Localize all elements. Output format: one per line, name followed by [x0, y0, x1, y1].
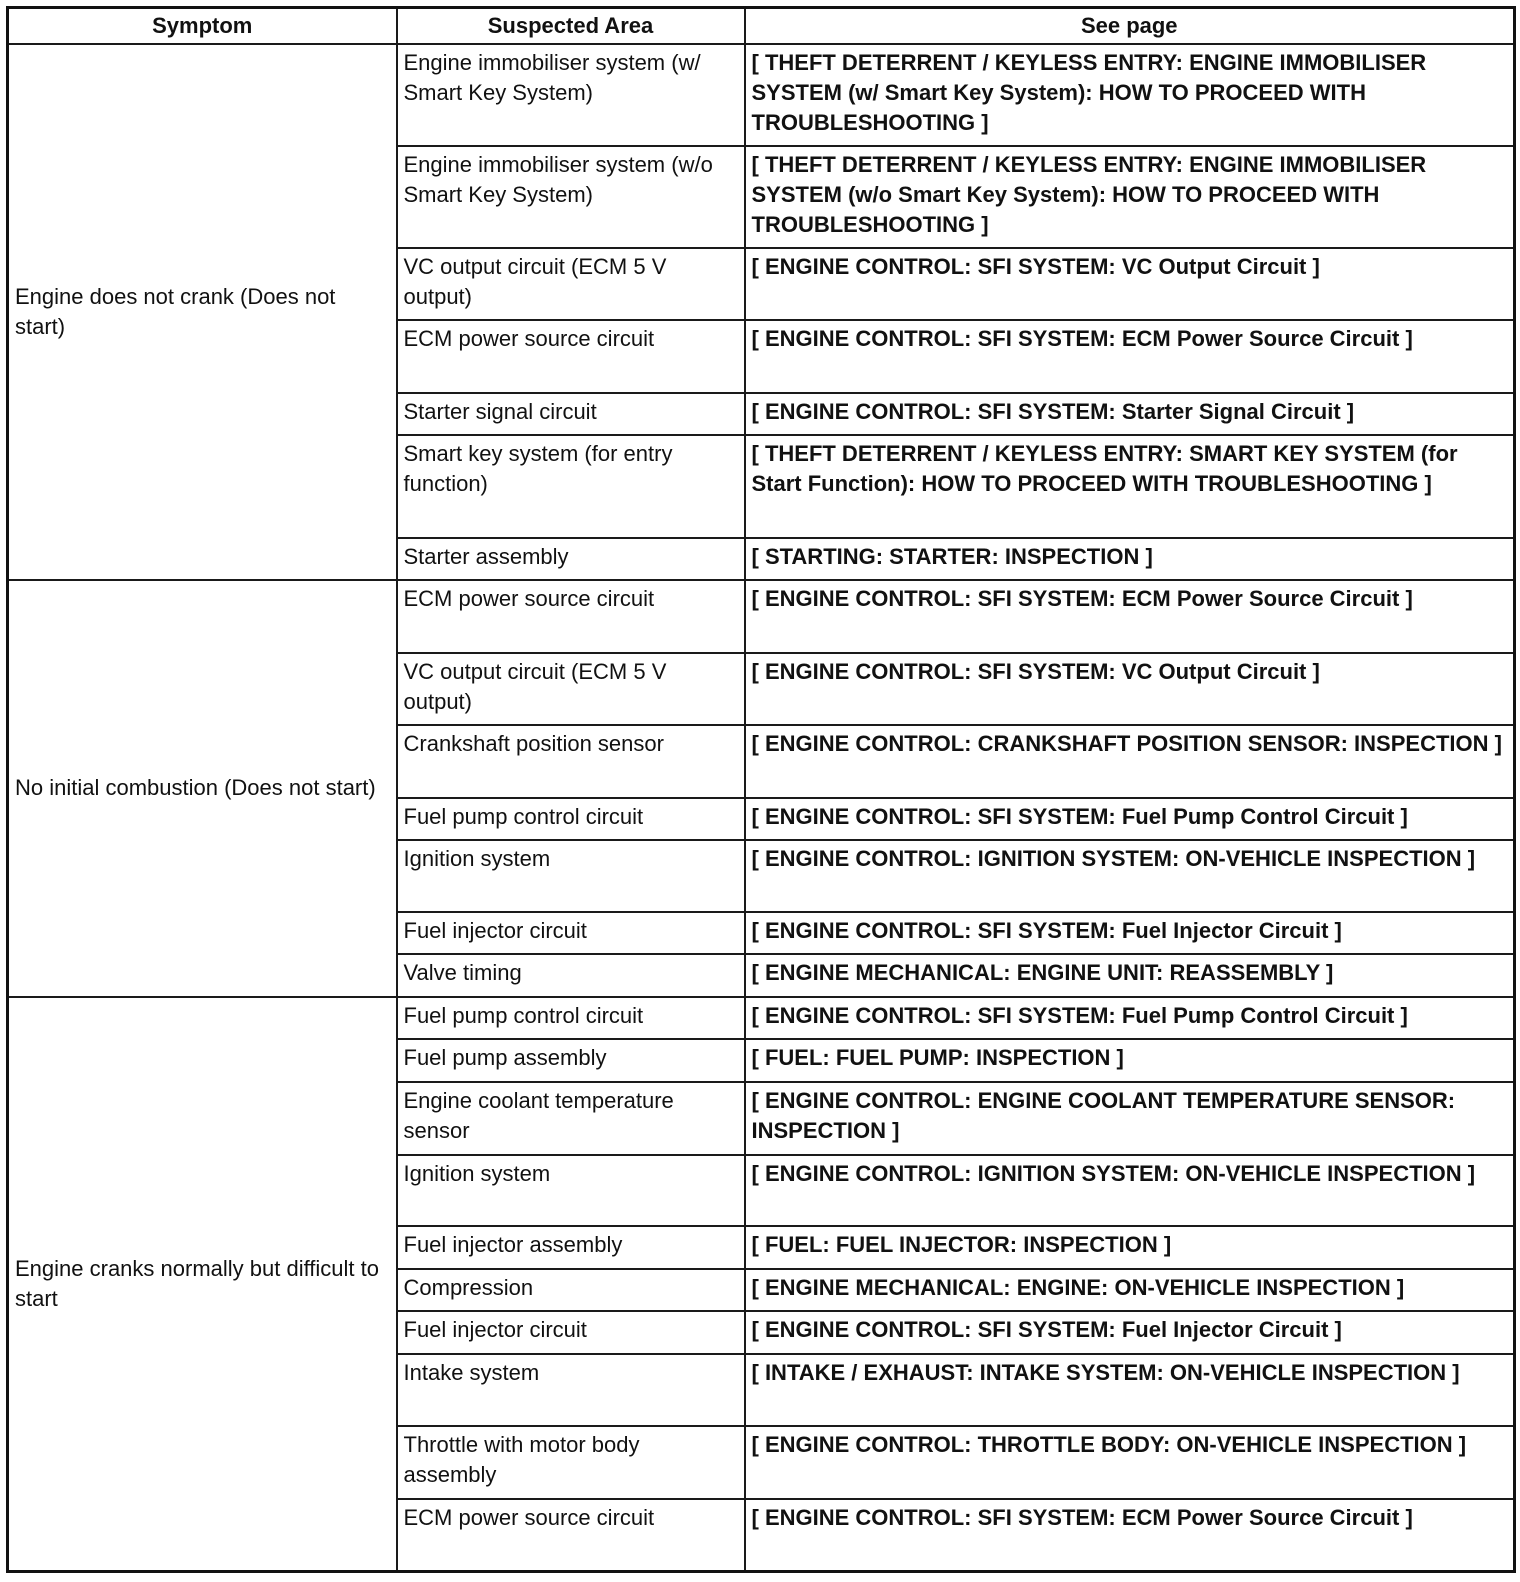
see-page-link[interactable]: [ THEFT DETERRENT / KEYLESS ENTRY: SMART KEY SYSTEM (for Start Function): HOW TO PROCEED WITH TROUBLESHOOTING ]	[745, 435, 1515, 537]
see-page-link[interactable]: [ ENGINE CONTROL: SFI SYSTEM: Fuel Pump Control Circuit ]	[745, 997, 1515, 1039]
suspected-area-cell: Smart key system (for entry function)	[397, 435, 745, 537]
see-page-link[interactable]: [ ENGINE CONTROL: SFI SYSTEM: Fuel Pump Control Circuit ]	[745, 798, 1515, 840]
see-page-link[interactable]: [ INTAKE / EXHAUST: INTAKE SYSTEM: ON-VEHICLE INSPECTION ]	[745, 1354, 1515, 1426]
see-page-link[interactable]: [ ENGINE CONTROL: SFI SYSTEM: Fuel Injector Circuit ]	[745, 912, 1515, 954]
see-page-link[interactable]: [ ENGINE CONTROL: SFI SYSTEM: ECM Power Source Circuit ]	[745, 1499, 1515, 1572]
see-page-link[interactable]: [ ENGINE CONTROL: SFI SYSTEM: ECM Power Source Circuit ]	[745, 320, 1515, 393]
suspected-area-cell: Engine coolant temperature sensor	[397, 1082, 745, 1155]
troubleshooting-table	[6, 6, 1516, 1573]
table-row	[8, 997, 1515, 1039]
suspected-area-cell: VC output circuit (ECM 5 V output)	[397, 248, 745, 320]
suspected-area-cell: Starter signal circuit	[397, 393, 745, 435]
suspected-area-cell: Throttle with motor body assembly	[397, 1426, 745, 1499]
see-page-link[interactable]: [ ENGINE MECHANICAL: ENGINE: ON-VEHICLE INSPECTION ]	[745, 1269, 1515, 1311]
see-page-link[interactable]: [ FUEL: FUEL INJECTOR: INSPECTION ]	[745, 1226, 1515, 1268]
symptom-cell: Engine cranks normally but difficult to start	[8, 997, 397, 1572]
see-page-link[interactable]: [ ENGINE MECHANICAL: ENGINE UNIT: REASSEMBLY ]	[745, 954, 1515, 996]
suspected-area-cell: ECM power source circuit	[397, 1499, 745, 1572]
suspected-area-cell: Ignition system	[397, 840, 745, 912]
see-page-link[interactable]: [ THEFT DETERRENT / KEYLESS ENTRY: ENGINE IMMOBILISER SYSTEM (w/o Smart Key System): HOW TO PROCEED WITH TROUBLESHOOTING ]	[745, 146, 1515, 248]
table-row	[8, 44, 1515, 146]
suspected-area-cell: Compression	[397, 1269, 745, 1311]
suspected-area-cell: Starter assembly	[397, 538, 745, 580]
suspected-area-cell: Fuel injector assembly	[397, 1226, 745, 1268]
see-page-link[interactable]: [ ENGINE CONTROL: ENGINE COOLANT TEMPERATURE SENSOR: INSPECTION ]	[745, 1082, 1515, 1155]
suspected-area-cell: Crankshaft position sensor	[397, 725, 745, 798]
header-see-page: See page	[745, 8, 1515, 45]
suspected-area-cell: Fuel pump assembly	[397, 1039, 745, 1081]
suspected-area-cell: Engine immobiliser system (w/o Smart Key System)	[397, 146, 745, 248]
suspected-area-cell: ECM power source circuit	[397, 320, 745, 393]
symptom-cell: Engine does not crank (Does not start)	[8, 44, 397, 580]
suspected-area-cell: Ignition system	[397, 1155, 745, 1227]
suspected-area-cell: VC output circuit (ECM 5 V output)	[397, 653, 745, 725]
symptom-cell: No initial combustion (Does not start)	[8, 580, 397, 997]
see-page-link[interactable]: [ ENGINE CONTROL: IGNITION SYSTEM: ON-VEHICLE INSPECTION ]	[745, 1155, 1515, 1227]
suspected-area-cell: Valve timing	[397, 954, 745, 996]
see-page-link[interactable]: [ ENGINE CONTROL: SFI SYSTEM: Fuel Injector Circuit ]	[745, 1311, 1515, 1353]
table-row	[8, 580, 1515, 653]
suspected-area-cell: Fuel injector circuit	[397, 1311, 745, 1353]
see-page-link[interactable]: [ ENGINE CONTROL: SFI SYSTEM: Starter Signal Circuit ]	[745, 393, 1515, 435]
header-suspected-area: Suspected Area	[397, 8, 745, 45]
suspected-area-cell: ECM power source circuit	[397, 580, 745, 653]
suspected-area-cell: Engine immobiliser system (w/ Smart Key System)	[397, 44, 745, 146]
see-page-link[interactable]: [ ENGINE CONTROL: THROTTLE BODY: ON-VEHICLE INSPECTION ]	[745, 1426, 1515, 1499]
see-page-link[interactable]: [ FUEL: FUEL PUMP: INSPECTION ]	[745, 1039, 1515, 1081]
suspected-area-cell: Fuel pump control circuit	[397, 798, 745, 840]
see-page-link[interactable]: [ STARTING: STARTER: INSPECTION ]	[745, 538, 1515, 580]
suspected-area-cell: Intake system	[397, 1354, 745, 1426]
see-page-link[interactable]: [ ENGINE CONTROL: CRANKSHAFT POSITION SENSOR: INSPECTION ]	[745, 725, 1515, 798]
header-row	[8, 8, 1515, 45]
suspected-area-cell: Fuel injector circuit	[397, 912, 745, 954]
see-page-link[interactable]: [ ENGINE CONTROL: SFI SYSTEM: ECM Power Source Circuit ]	[745, 580, 1515, 653]
see-page-link[interactable]: [ ENGINE CONTROL: IGNITION SYSTEM: ON-VEHICLE INSPECTION ]	[745, 840, 1515, 912]
header-symptom: Symptom	[8, 8, 397, 45]
see-page-link[interactable]: [ THEFT DETERRENT / KEYLESS ENTRY: ENGINE IMMOBILISER SYSTEM (w/ Smart Key System): HOW TO PROCEED WITH TROUBLESHOOTING ]	[745, 44, 1515, 146]
suspected-area-cell: Fuel pump control circuit	[397, 997, 745, 1039]
see-page-link[interactable]: [ ENGINE CONTROL: SFI SYSTEM: VC Output Circuit ]	[745, 248, 1515, 320]
see-page-link[interactable]: [ ENGINE CONTROL: SFI SYSTEM: VC Output Circuit ]	[745, 653, 1515, 725]
